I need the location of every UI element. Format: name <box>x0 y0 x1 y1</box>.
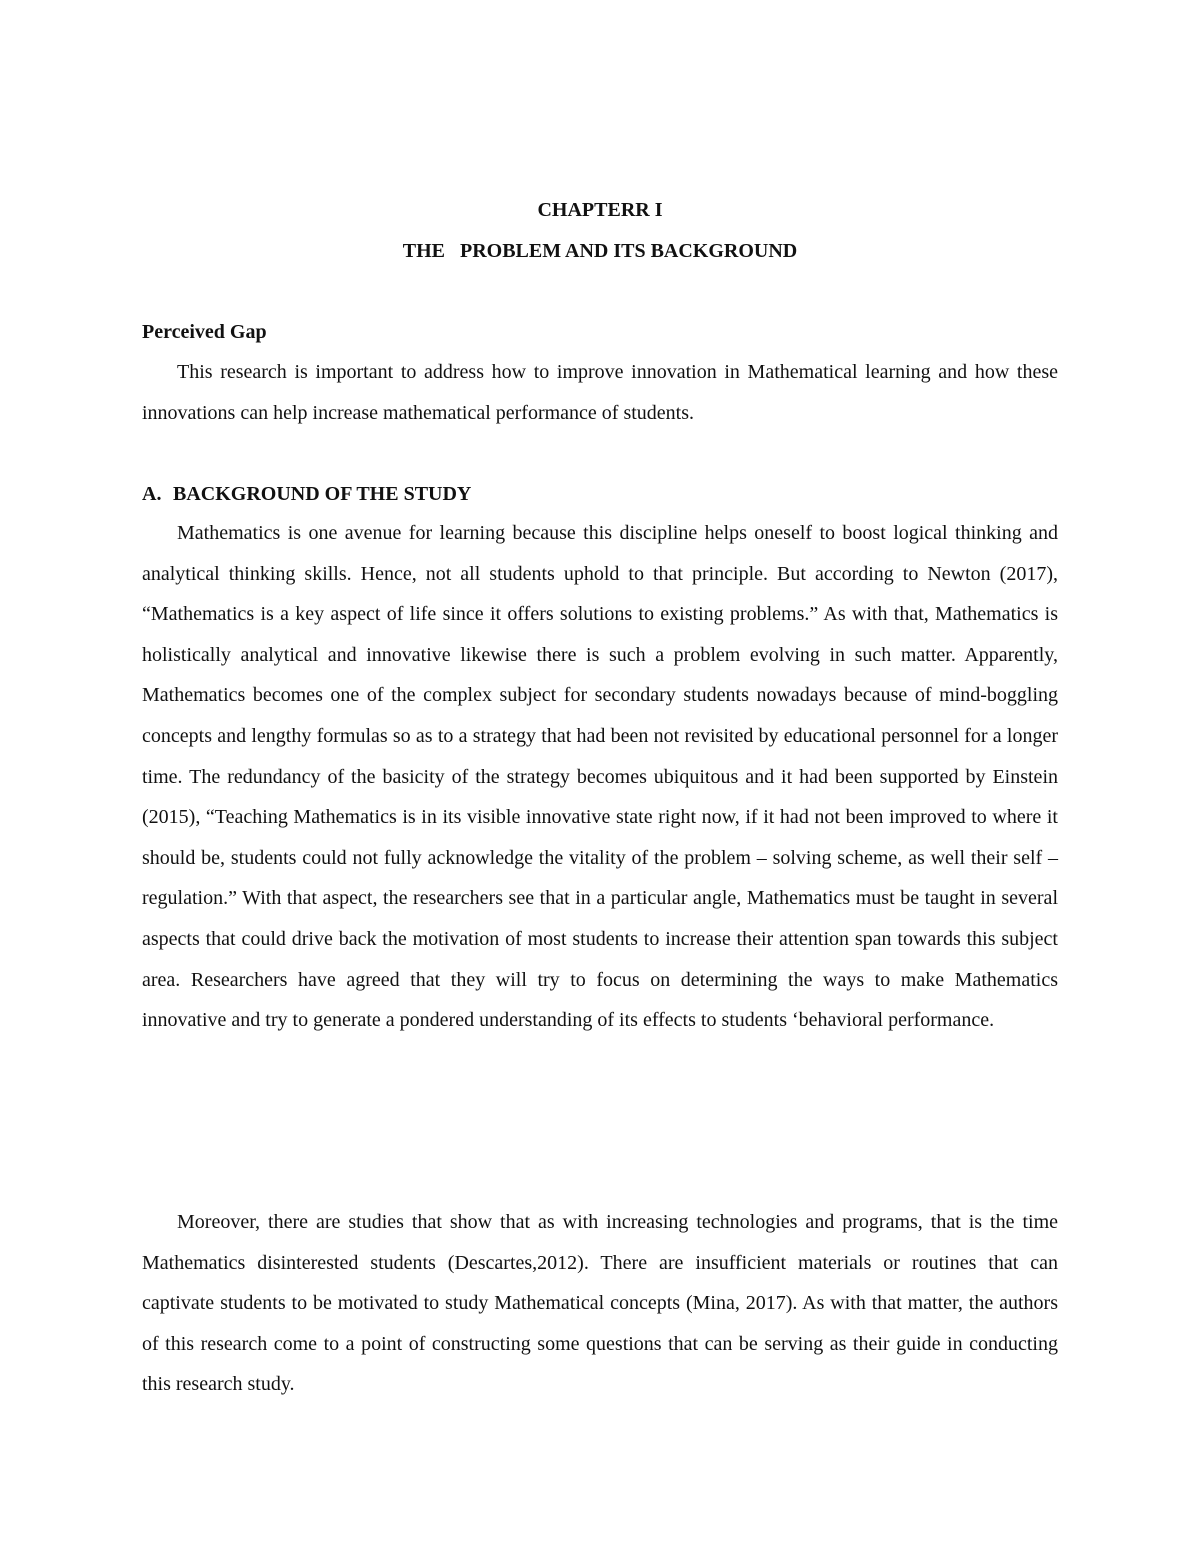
chapter-number: CHAPTERR I <box>537 199 663 221</box>
chapter-title: THE PROBLEM AND ITS BACKGROUND <box>402 240 798 262</box>
perceived-gap-heading: Perceived Gap <box>142 321 267 343</box>
background-paragraph-2: Moreover, there are studies that show that as with increasing technologies and programs, that is the time Mathematics disinterested students (Descartes,2012). There are insufficient materials or routines that can captivate students to be motivated to study Mathematical concepts (Mina, 2017). As with that matter, the authors of this research come to a point of constructing some questions that can be serving as their guide in conducting this research study. <box>142 1211 1058 1396</box>
background-heading-number: A. <box>142 483 162 505</box>
perceived-gap-paragraph: This research is important to address how to improve innovation in Mathematical learning and how these innovations can help increase mathematical performance of students. <box>142 361 1058 424</box>
background-heading <box>142 482 471 506</box>
background-paragraph-1: Mathematics is one avenue for learning because this discipline helps oneself to boost logical thinking and analytical thinking skills. Hence, not all students uphold to that principle. But according to Newton (2017), “Mathematics is a key aspect of life since it offers solutions to existing problems.” As with that, Mathematics is holistically analytical and innovative likewise there is such a problem evolving in such matter. Apparently, Mathematics becomes one of the complex subject for secondary students nowadays because of mind-boggling concepts and lengthy formulas so as to a strategy that had been not revisited by educational personnel for a longer time. The redundancy of the basicity of the strategy becomes ubiquitous and it had been supported by Einstein (2015), “Teaching Mathematics is in its visible innovative state right now, if it had not been improved to where it should be, students could not fully acknowledge the vitality of the problem – solving scheme, as well their self –regulation.” With that aspect, the researchers see that in a particular angle, Mathematics must be taught in several aspects that could drive back the motivation of most students to increase their attention span towards this subject area. Researchers have agreed that they will try to focus on determining the ways to make Mathematics innovative and try to generate a pondered understanding of its effects to students ‘behavioral performance. <box>142 522 1058 1032</box>
background-heading-text: BACKGROUND OF THE STUDY <box>173 483 472 505</box>
